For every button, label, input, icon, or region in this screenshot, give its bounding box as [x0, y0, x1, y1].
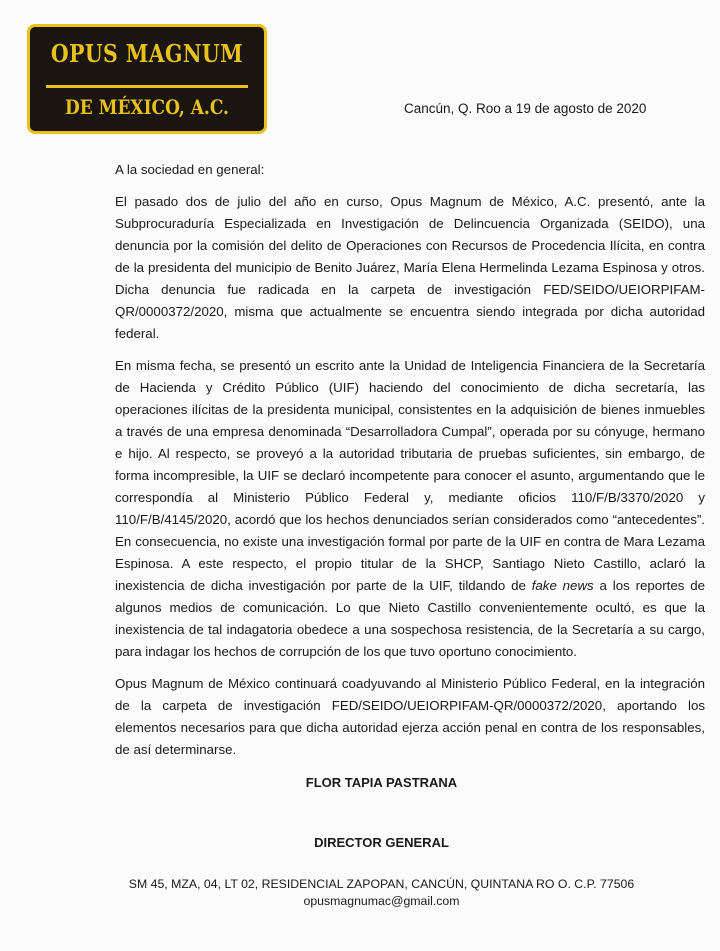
salutation: A la sociedad en general:	[115, 162, 265, 177]
signatory-title: DIRECTOR GENERAL	[314, 835, 449, 850]
footer-email: opusmagnumac@gmail.com	[303, 894, 460, 908]
paragraph-2-part-a: En misma fecha, se presentó un escrito ante la Unidad de Inteligencia Financiera de la Secretaría de Hacienda y Crédito Público (UIF) haciendo del conocimiento de dicha secretaría, las operaciones ilícitas de la presidenta municipal, consistentes en la adquisición de bienes inmuebles a través de una empresa denominada “Desarrolladora Cumpal”, operada por su cónyuge, hermano e hijo. Al respecto, se proveyó a la autoridad tributaria de pruebas suficientes, sin embargo, de forma incompresible, la UIF se declaró incompetente para conocer el asunto, argumentando que le correspondía al Ministerio Público Federal y, mediante oficios 110/F/B/3370/2020 y 110/F/B/4145/2020, acordó que los hechos denunciados serían considerados como “antecedentes”. En consecuencia, no existe una investigación formal por parte de la UIF en contra de Mara Lezama Espinosa. A este respecto, el propio titular de la SHCP, Santiago Nieto Castillo, aclaró la inexistencia de dicha investigación por parte de la UIF, tildando de	[115, 358, 705, 593]
logo-line-1: OPUS MAGNUM	[50, 39, 244, 68]
paragraph-2-italic: fake news	[531, 578, 594, 593]
paragraph-2	[115, 355, 705, 663]
letter-body	[115, 159, 705, 771]
paragraph-1: El pasado dos de julio del año en curso, Opus Magnum de México, A.C. presentó, ante la Subprocuraduría Especializada en Investigación de Delincuencia Organizada (SEIDO), una denuncia por la comisión del delito de Operaciones con Recursos de Procedencia Ilícita, en contra de la presidenta del municipio de Benito Juárez, María Elena Hermelinda Lezama Espinosa y otros. Dicha denuncia fue radicada en la carpeta de investigación FED/SEIDO/UEIORPIFAM-QR/0000372/2020, misma que actualmente se encuentra siendo integrada por dicha autoridad federal.	[115, 194, 705, 341]
logo-line-2: DE MÉXICO, A.C.	[65, 95, 229, 119]
paragraph-2-part-c: a los reportes de algunos medios de comunicación. Lo que Nieto Castillo convenientemente ocultó, es que la inexistencia de tal indagatoria obedece a una sospechosa resistencia, de la Secretaría a su cargo, para indagar los hechos de corrupción de los que tuvo oportuno conocimiento.	[115, 578, 705, 659]
paragraph-3: Opus Magnum de México continuará coadyuvando al Ministerio Público Federal, en la integración de la carpeta de investigación FED/SEIDO/UEIORPIFAM-QR/0000372/2020, aportando los elementos necesarios para que dicha autoridad ejerza acción penal en contra de los responsables, de así determinarse.	[115, 676, 705, 757]
organization-logo	[27, 24, 267, 134]
footer-address: SM 45, MZA, 04, LT 02, RESIDENCIAL ZAPOPAN, CANCÚN, QUINTANA RO O. C.P. 77506	[128, 877, 635, 891]
logo-divider	[46, 85, 248, 88]
letter-date: Cancún, Q. Roo a 19 de agosto de 2020	[404, 101, 647, 116]
signatory-name: FLOR TAPIA PASTRANA	[305, 775, 458, 790]
